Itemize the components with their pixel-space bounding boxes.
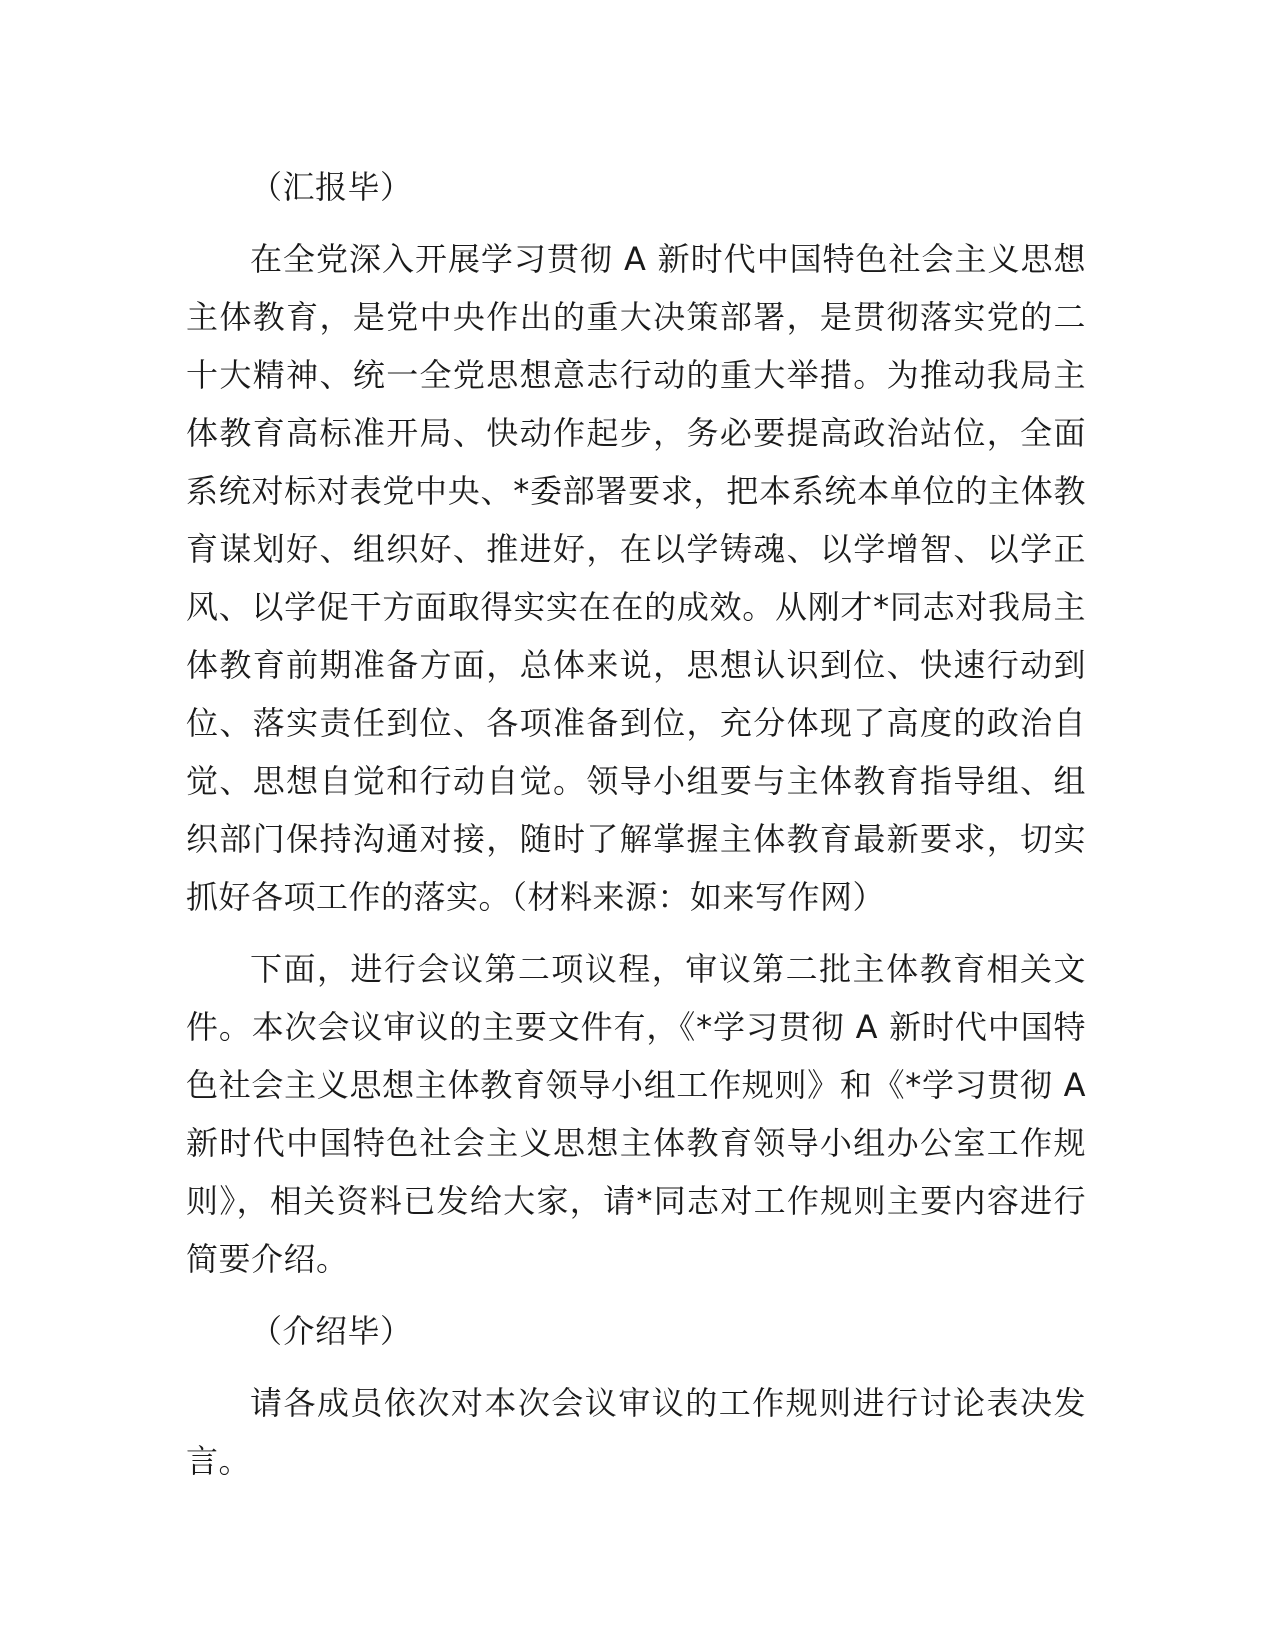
paragraph-education-importance: 在全党深入开展学习贯彻 A 新时代中国特色社会主义思想主体教育，是党中央作出的重大决策部署，是贯彻落实党的二十大精神、统一全党思想意志行动的重大举措。为推动我局主体教育高标准开局、快动作起步，务必要提高政治站位，全面系统对标对表党中央、*委部署要求，把本系统本单位的主体教育谋划好、组织好、推进好，在以学铸魂、以学增智、以学正风、以学促干方面取得实实在在的成效。从刚才*同志对我局主体教育前期准备方面，总体来说，思想认识到位、快速行动到位、落实责任到位、各项准备到位，充分体现了高度的政治自觉、思想自觉和行动自觉。领导小组要与主体教育指导组、组织部门保持沟通对接，随时了解掌握主体教育最新要求，切实抓好各项工作的落实。（材料来源：如来写作网） — [186, 240, 1086, 916]
paragraph-discussion-vote: 请各成员依次对本次会议审议的工作规则进行讨论表决发言。 — [186, 1384, 1086, 1480]
paragraph-second-agenda: 下面，进行会议第二项议程，审议第二批主体教育相关文件。本次会议审议的主要文件有，《*学习贯彻 A 新时代中国特色社会主义思想主体教育领导小组工作规则》和《*学习贯彻 A 新时代中国特色社会主义思想主体教育领导小组办公室工作规则》，相关资料已发给大家，请*同志对工作规则主要内容进行简要介绍。 — [186, 950, 1086, 1278]
document-body — [186, 158, 1086, 1490]
paragraph-intro-done: （介绍毕） — [250, 1312, 413, 1350]
paragraph-report-done: （汇报毕） — [250, 168, 413, 206]
